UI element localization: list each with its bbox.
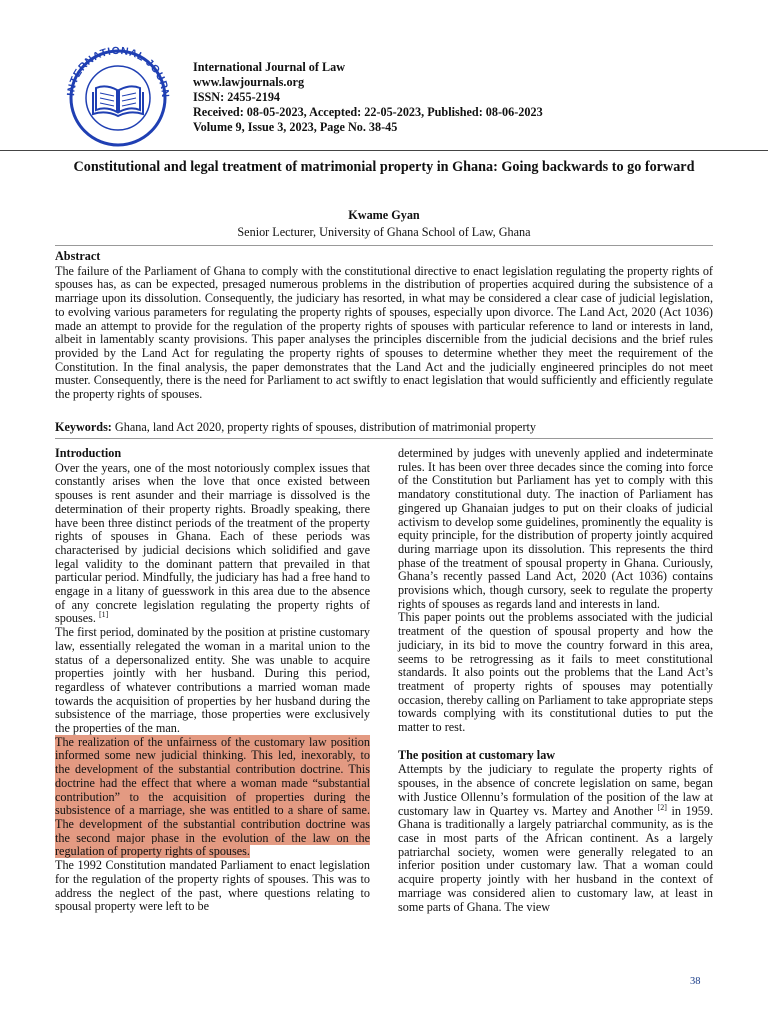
highlighted-paragraph [55, 736, 370, 859]
paragraph: The 1992 Constitution mandated Parliament to enact legislation for the regulation of the property rights of spouses. This was to address the neglect of the past, where questions relating to spousal property were left to be [55, 858, 370, 914]
customary-law-heading: The position at customary law [398, 747, 556, 762]
journal-website: www.lawjournals.org [193, 75, 305, 89]
citation-ref[interactable]: [2] [657, 802, 667, 812]
abstract-text: The failure of the Parliament of Ghana to comply with the constitutional directive to enact legislation regulating the property rights of spouses has, as can be expected, presaged numerous problems in the distribution of properties acquired during the subsistence of a marriage upon its dissolution. Consequently, the judiciary has resorted, in what may be considered a clear case of judicial legislation, to evolving various parameters for regulating the property rights of spouses, especially upon divorce. The Land Act, 2020 (Act 1036) made an attempt to provide for the regulation of the property rights of spouses with particular reference to land or interests in land, albeit in lamentably scanty provisions. This paper analyses the principles discernible from the judicial decisions and the brief rules provided by the Land Act for regulating the property rights of spouses to determine whether they meet the requirement of the Constitution. In the final analysis, the paper demonstrates that the Land Act and the judicially engineered principles do not meet muster. Consequently, there is the need for Parliament to act swiftly to enact legislation that would sufficiently and efficiently regulate the property rights of spouses. [55, 263, 713, 402]
logo-text: INTERNATIONAL JOURN [65, 44, 172, 99]
keywords-divider [55, 438, 713, 439]
publication-dates: Received: 08-05-2023, Accepted: 22-05-2023, Published: 08-06-2023 [193, 105, 543, 119]
text-highlight: The realization of the unfairness of the customary law position informed some new judicial thinking. This led, inexorably, to the development of the substantial contribution doctrine. This doctrine had the effect that where a woman made “substantial contribution” to the acquisition of properties during the subsistence of a marriage, she was entitled to a share of same. The development of the substantial contribution doctrine was the second major phase in the evolution of the law on the regulation of property rights of spouses. [55, 734, 370, 859]
journal-info [193, 60, 543, 135]
page-number: 38 [690, 976, 701, 987]
journal-name: International Journal of Law [193, 60, 346, 74]
paragraph: Over the years, one of the most notoriously complex issues that constantly arises when the love that once existed between spouses is rent asunder and their marriage is dissolved is the determination of their property rights. Broadly speaking, there have been three distinct periods of the treatment of the property rights of spouses in Ghana. Each of these periods was characterised by judicial decisions which solidified and gave legal validity to the dominant pattern that prevailed in that particular period. Mindfully, the judiciary has had a free hand to engage in a litany of guesswork in this area due to the absence of any concrete legislation regulating the property rights of spouses. [1] [55, 460, 370, 626]
paragraph: Attempts by the judiciary to regulate the property rights of spouses, in the absence of concrete legislation on same, began with Justice Ollennu’s formulation of the position of the law at customary law in Quartey vs. Martey and Another [2] in 1959. Ghana is traditionally a largely patriarchal community, as is the case in most parts of the African continent. As a largely patriarchal society, women were generally relegated to an inferior position under customary law. That a woman could acquire property jointly with her husband in the context of marriage was considered alien to customary law, at least in some parts of Ghana. The view [398, 762, 714, 914]
right-column [398, 447, 713, 914]
keywords-text: Ghana, land Act 2020, property rights of spouses, distribution of matrimonial property [114, 420, 536, 434]
abstract-section [55, 250, 713, 402]
abstract-heading: Abstract [55, 249, 101, 263]
introduction-heading: Introduction [55, 446, 122, 460]
keywords [55, 420, 713, 435]
author-affiliation: Senior Lecturer, University of Ghana School of Law, Ghana [237, 225, 531, 239]
paper-title: Constitutional and legal treatment of matrimonial property in Ghana: Going backwards to go forward [73, 159, 695, 175]
paragraph: This paper points out the problems associated with the judicial treatment of the question of spousal property and how the judiciary, in its bid to move the country forward in this area, seems to be retrogressing as it fails to meet constitutional standards. It also points out the problems that the Land Act’s treatment of property rights of spouses may potentially occasion, thereby calling on Parliament to take appropriate steps towards complying with its constitutional duties to put the matter to rest. [398, 610, 713, 735]
journal-logo [60, 40, 176, 150]
author-name: Kwame Gyan [348, 208, 420, 222]
citation-ref[interactable]: [1] [99, 610, 109, 620]
journal-issn: ISSN: 2455-2194 [193, 90, 281, 104]
paragraph: determined by judges with unevenly applied and indeterminate rules. It has been over three decades since the coming into force of the Constitution but Parliament has yet to comply with this mandatory constitutional duty. The inaction of Parliament has gingered up Ghanaian judges to put on their cloaks of judicial activism to develop some guidelines, prominently the equality is equity principle, for the distribution of property jointly acquired during marriage upon its dissolution. This represents the third phase of the treatment of spousal property in Ghana. Curiously, Ghana’s recently passed Land Act, 2020 (Act 1036) contains provisions which, though cursory, seek to regulate the property rights of spouses as regards land and interests in land. [398, 446, 713, 611]
keywords-label: Keywords: [55, 420, 112, 434]
abstract-divider [55, 245, 713, 246]
paragraph: The first period, dominated by the position at pristine customary law, essentially relegated the woman in a marital union to the status of a depersonalized entity. She was unable to acquire properties jointly with her husband. During this period, regardless of whatever contributions a married woman made towards the acquisition of properties by her husband during the subsistence of the marriage, those properties were exclusively the properties of the man. [55, 625, 370, 736]
header-divider [0, 150, 768, 151]
left-column [55, 447, 370, 914]
journal-logo-icon [60, 40, 176, 150]
volume-info: Volume 9, Issue 3, 2023, Page No. 38-45 [193, 120, 398, 134]
